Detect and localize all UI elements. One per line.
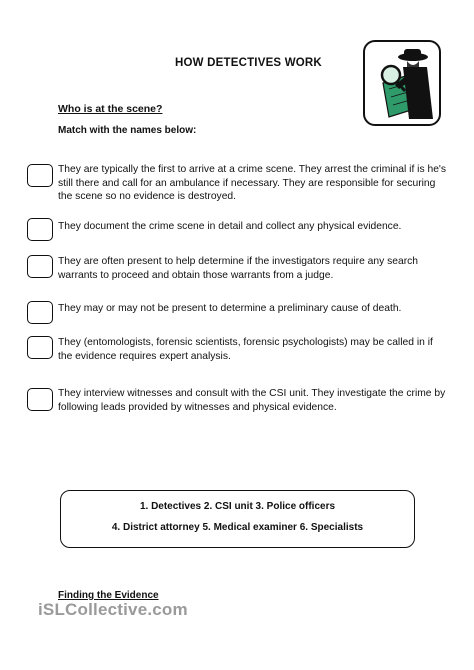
page-title: HOW DETECTIVES WORK [175,57,322,69]
names-box [60,490,415,548]
clue-text-6: They interview witnesses and consult with the CSI unit. They investigate the crime by following leads provided by witnesses and physical evidence. [58,388,446,413]
next-section-heading: Finding the Evidence [58,590,159,601]
answer-box-2[interactable] [27,218,53,241]
detective-illustration [363,40,441,126]
clue-text-5: They (entomologists, forensic scientists, forensic psychologists) may be called in if the evidence requires expert analysis. [58,337,433,362]
answer-box-3[interactable] [27,255,53,278]
names-line-1: 1. Detectives 2. CSI unit 3. Police officers [139,501,336,512]
names-line-2: 4. District attorney 5. Medical examiner 6. Specialists [111,522,364,533]
answer-box-1[interactable] [27,164,53,187]
answer-box-6[interactable] [27,388,53,411]
instruction-text: Match with the names below: [58,125,197,136]
clue-text-2: They document the crime scene in detail and collect any physical evidence. [58,221,402,232]
clue-text-4: They may or may not be present to determine a preliminary cause of death. [58,303,402,314]
answer-box-5[interactable] [27,336,53,359]
detective-magnifier-icon [369,45,437,123]
watermark: iSLCollective.com [38,600,188,619]
clue-text-3: They are often present to help determine if the investigators require any search warrants to proceed and obtain those warrants from a judge. [58,256,419,281]
clue-text-1: They are typically the first to arrive at a crime scene. They arrest the criminal if is he's still there and call for an ambulance if necessary. They are responsible for securing the scene so no evidence is destroyed. [58,164,447,202]
answer-box-4[interactable] [27,301,53,324]
section-heading: Who is at the scene? [58,103,163,115]
